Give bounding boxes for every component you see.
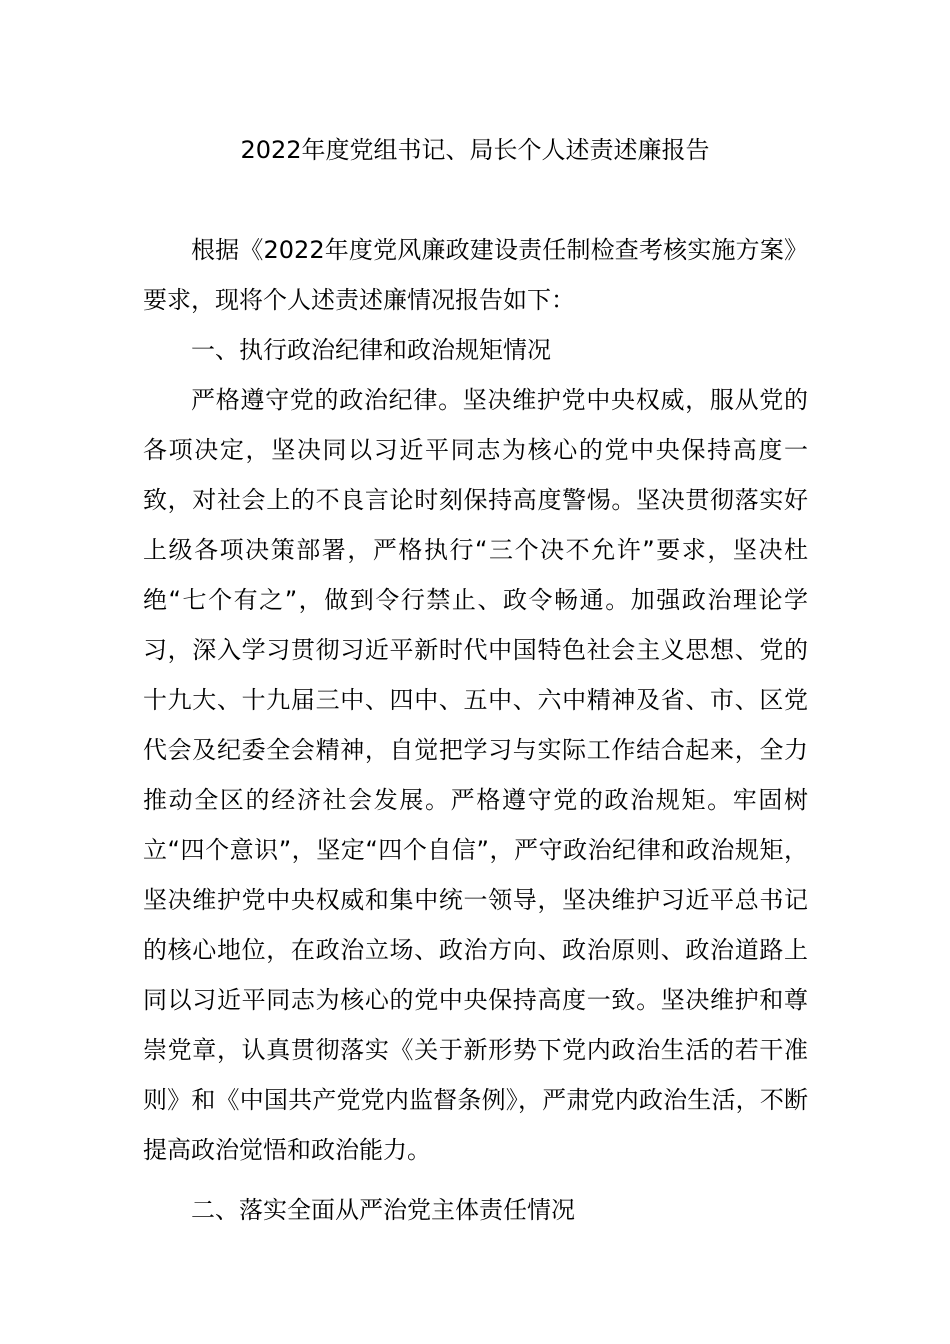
section-1-heading: 一、执行政治纪律和政治规矩情况 — [191, 336, 551, 364]
section-1-paragraph: 严格遵守党的政治纪律。坚决维护党中央权威，服从党的各项决定，坚决同以习近平同志为核心的党中央保持高度一致，对社会上的不良言论时刻保持高度警惕。坚决贯彻落实好上级各项决策部署，严格执行“三个决不允许”要求，坚决杜绝“七个有之”，做到令行禁止、政令畅通。加强政治理论学习，深入学习贯彻习近平新时代中国特色社会主义思想、党的十九大、十九届三中、四中、五中、六中精神及省、市、区党代会及纪委全会精神，自觉把学习与实际工作结合起来，全力推动全区的经济社会发展。严格遵守党的政治规矩。牢固树立“四个意识”，坚定“四个自信”，严守政治纪律和政治规矩，坚决维护党中央权威和集中统一领导，坚决维护习近平总书记的核心地位，在政治立场、政治方向、政治原则、政治道路上同以习近平同志为核心的党中央保持高度一致。坚决维护和尊崇党章，认真贯彻落实《关于新形势下党内政治生活的若干准则》和《中国共产党党内监督条例》，严肃党内政治生活，不断提高政治觉悟和政治能力。 — [143, 386, 808, 1164]
intro-paragraph: 根据《2022年度党风廉政建设责任制检查考核实施方案》要求，现将个人述责述廉情况报告如下： — [143, 236, 808, 314]
document-title: 2022年度党组书记、局长个人述责述廉报告 — [240, 136, 710, 164]
section-2-heading: 二、落实全面从严治党主体责任情况 — [191, 1196, 575, 1224]
document-body — [143, 225, 808, 1235]
